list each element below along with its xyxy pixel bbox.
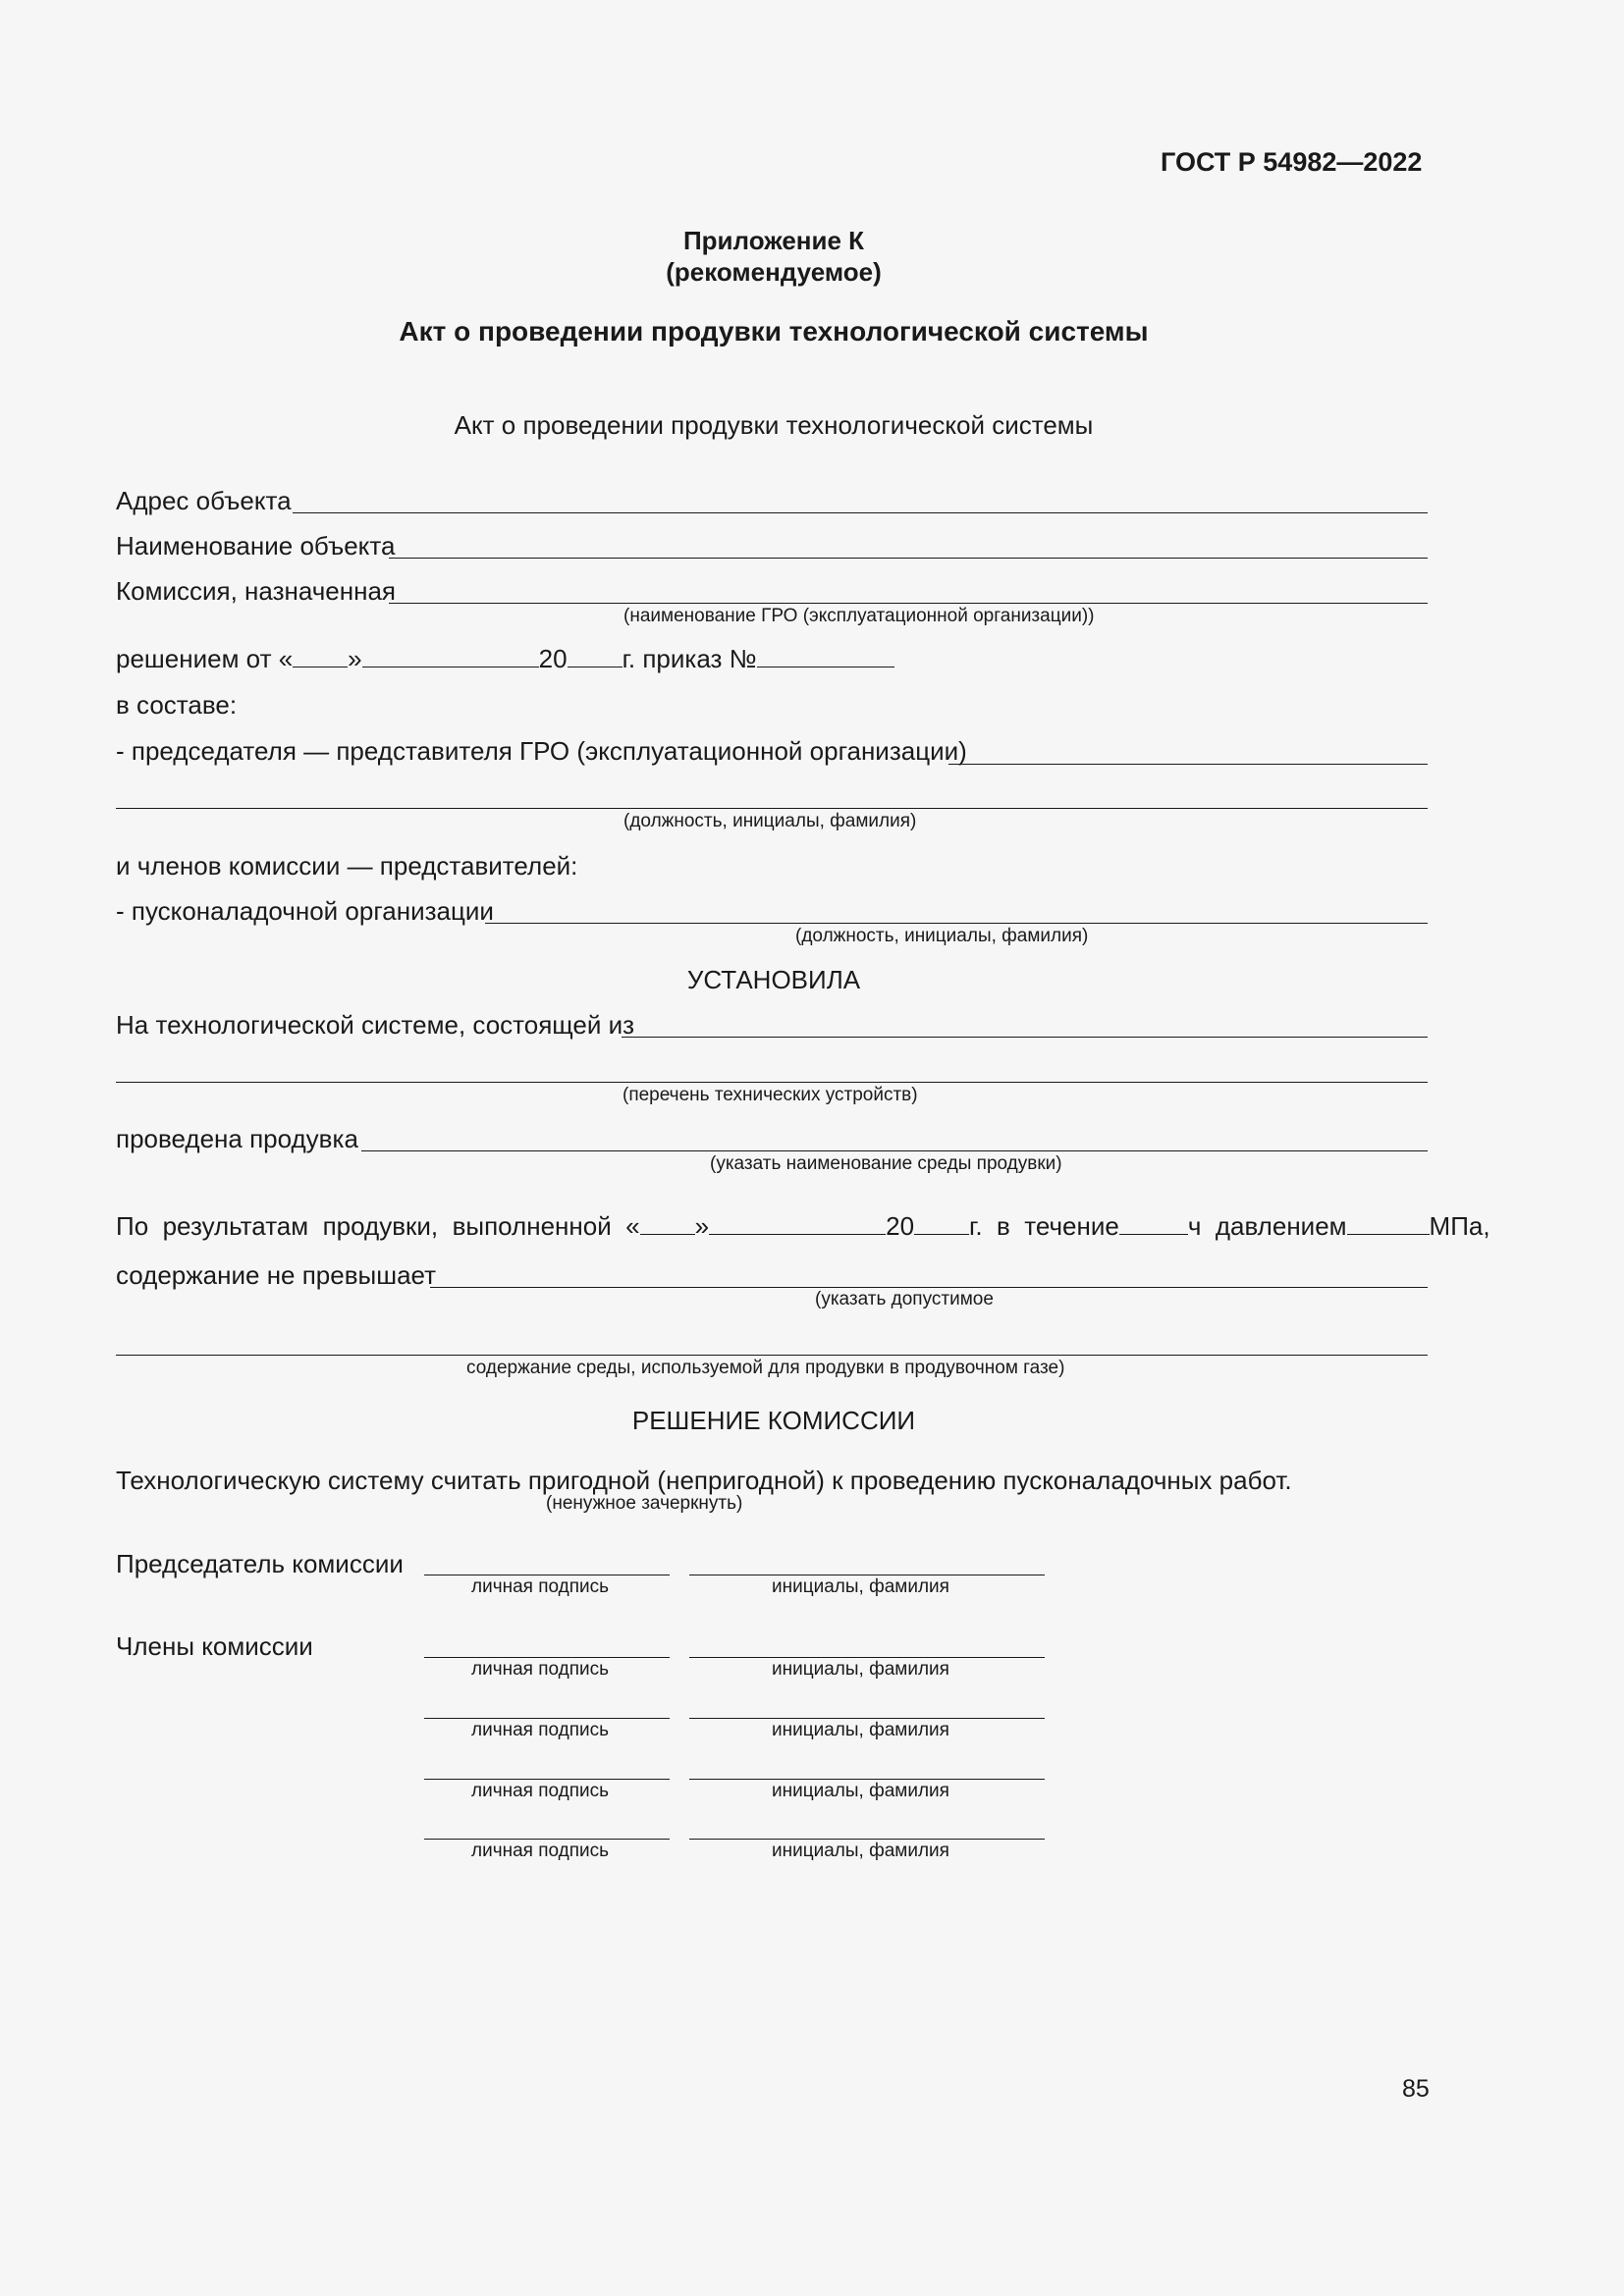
form-title: Акт о проведении продувки технологической системы (454, 410, 1094, 440)
results-month-field[interactable] (709, 1212, 886, 1235)
chairman-field-continued[interactable] (116, 808, 1428, 809)
system-field[interactable] (622, 1037, 1428, 1038)
member-1-name-hint: инициалы, фамилия (772, 1659, 949, 1680)
decision-month-field[interactable] (362, 645, 539, 667)
chairman-signature-hint: личная подпись (471, 1576, 610, 1597)
member-4-signature-field[interactable] (424, 1839, 670, 1840)
decision-prefix: решением от « (116, 644, 294, 673)
member-1-signature-hint: личная подпись (471, 1659, 610, 1680)
member-2-name-field[interactable] (689, 1718, 1045, 1719)
document-title: Акт о проведении продувки технологической системы (399, 316, 1149, 347)
commissioning-label: - пусконаладочной организации (116, 896, 494, 926)
decision-text: Технологическую систему считать пригодной (непригодной) к проведению пусконаладочных работ. (116, 1466, 1292, 1495)
commission-label: Комиссия, назначенная (116, 576, 397, 606)
appendix-title: Приложение К (682, 226, 865, 255)
order-number-field[interactable] (757, 645, 894, 667)
decision-heading: РЕШЕНИЕ КОМИССИИ (631, 1406, 916, 1435)
address-label: Адрес объекта (116, 486, 292, 515)
content-field-continued[interactable] (116, 1355, 1428, 1356)
object-name-label: Наименование объекта (116, 531, 396, 561)
results-quote: » (694, 1211, 710, 1241)
results-duration-field[interactable] (1119, 1212, 1188, 1235)
member-3-name-hint: инициалы, фамилия (772, 1781, 949, 1801)
content-field[interactable] (430, 1287, 1428, 1288)
member-2-signature-field[interactable] (424, 1718, 670, 1719)
results-line (116, 1211, 1490, 1241)
member-3-signature-field[interactable] (424, 1779, 670, 1780)
chairman-field[interactable] (948, 764, 1428, 765)
results-text-1: По результатам продувки, выполненной « (116, 1211, 640, 1241)
decision-suffix: г. приказ № (622, 644, 757, 673)
member-4-name-field[interactable] (689, 1839, 1045, 1840)
object-name-field[interactable] (389, 558, 1428, 559)
purge-hint: (указать наименование среды продувки) (710, 1153, 1062, 1174)
member-4-name-hint: инициалы, фамилия (772, 1841, 949, 1861)
system-label: На технологической системе, состоящей из (116, 1010, 635, 1040)
results-day-field[interactable] (640, 1212, 695, 1235)
results-pressure-field[interactable] (1347, 1212, 1430, 1235)
chairman-hint: (должность, инициалы, фамилия) (623, 811, 917, 831)
members-signature-label: Члены комиссии (116, 1631, 313, 1661)
results-hours: ч давлением (1187, 1211, 1347, 1241)
system-field-continued[interactable] (116, 1082, 1428, 1083)
page-number: 85 (1402, 2075, 1430, 2103)
chairman-name-hint: инициалы, фамилия (772, 1576, 949, 1597)
appendix-status: (рекомендуемое) (666, 257, 882, 287)
member-2-name-hint: инициалы, фамилия (772, 1720, 949, 1740)
results-unit: МПа, (1429, 1211, 1490, 1241)
chairman-label: - председателя — представителя ГРО (эксплуатационной организации) (116, 736, 967, 766)
member-1-name-field[interactable] (689, 1657, 1045, 1658)
members-label: и членов комиссии — представителей: (116, 851, 578, 881)
content-label: содержание не превышает (116, 1260, 437, 1290)
composition-label: в составе: (116, 690, 238, 720)
decision-year: 20 (538, 644, 568, 673)
content-hint-1: (указать допустимое (815, 1289, 994, 1309)
member-1-signature-field[interactable] (424, 1657, 670, 1658)
content-hint-2: содержание среды, используемой для продувки в продувочном газе) (466, 1358, 1065, 1378)
commission-field[interactable] (389, 603, 1428, 604)
decision-year-field[interactable] (568, 645, 623, 667)
chairman-signature-label: Председатель комиссии (116, 1549, 404, 1578)
results-text-2: г. в течение (969, 1211, 1119, 1241)
purge-label: проведена продувка (116, 1124, 358, 1153)
member-3-signature-hint: личная подпись (471, 1781, 610, 1801)
member-3-name-field[interactable] (689, 1779, 1045, 1780)
results-year: 20 (886, 1211, 915, 1241)
purge-field[interactable] (361, 1150, 1428, 1151)
decision-date-line (116, 644, 894, 673)
commissioning-hint: (должность, инициалы, фамилия) (795, 926, 1089, 946)
standard-number: ГОСТ Р 54982—2022 (1161, 147, 1423, 177)
address-field[interactable] (293, 512, 1428, 513)
commission-hint: (наименование ГРО (эксплуатационной организации)) (623, 606, 1095, 626)
decision-quote: » (348, 644, 362, 673)
commissioning-field[interactable] (485, 923, 1428, 924)
system-hint: (перечень технических устройств) (623, 1085, 918, 1105)
decision-day-field[interactable] (293, 645, 348, 667)
established-heading: УСТАНОВИЛА (686, 965, 861, 994)
member-2-signature-hint: личная подпись (471, 1720, 610, 1740)
decision-hint: (ненужное зачеркнуть) (546, 1493, 743, 1514)
member-4-signature-hint: личная подпись (471, 1841, 610, 1861)
results-year-field[interactable] (914, 1212, 969, 1235)
